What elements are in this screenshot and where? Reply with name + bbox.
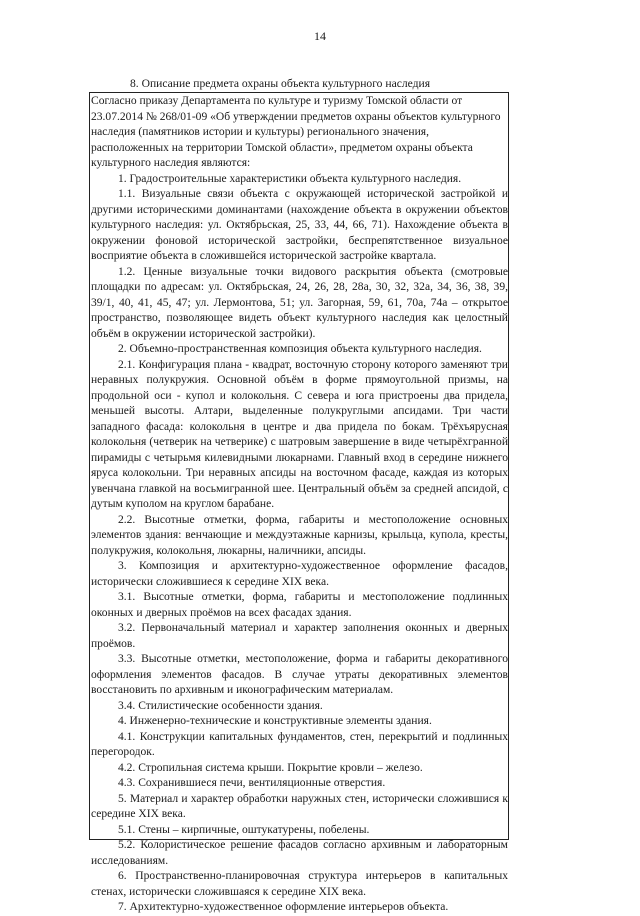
paragraph: 1.2. Ценные визуальные точки видового раскрытия объекта (смотровые площадки по адресам: ул. Октябрьская, 24, 26, 28, 28а, 30, 32, 32а, 34, 36, 38, 39, 39/1, 40, 41, 45, 47; ул. Лермонтова, 51; ул. Загорная, 59, 61, 70а, 74а – открытое пространство, позволяющее видеть объект культурного наследия как целостный объём в окружении исторической застройки).	[91, 265, 508, 340]
protection-subject-text	[91, 94, 508, 916]
paragraph: 6. Пространственно-планировочная структура интерьеров в капитальных стенах, исторически сложившаяся к середине XIX века.	[91, 870, 508, 898]
paragraph: 5.1. Стены – кирпичные, оштукатурены, побелены.	[118, 823, 370, 836]
paragraph: 4. Инженерно-технические и конструктивные элементы здания.	[118, 715, 432, 727]
paragraph: 3.2. Первоначальный материал и характер заполнения оконных и дверных проёмов.	[91, 622, 508, 650]
paragraph: 5. Материал и характер обработки наружных стен, исторически сложившися к середине XIX века.	[91, 792, 508, 820]
section-title: 8. Описание предмета охраны объекта культурного наследия	[130, 77, 431, 90]
paragraph: Согласно приказу Департамента по культуре и туризму Томской области от 23.07.2014 № 268/01-09 «Об утверждении предметов охраны объектов культурного наследия (памятников истории и культуры) регионального значения, расположенных на территории Томской области», предметом охраны объекта культурного наследия являются:	[91, 95, 501, 169]
paragraph: 7. Архитектурно-художественное оформление интерьеров объекта.	[118, 901, 449, 913]
paragraph: 2.2. Высотные отметки, форма, габариты и местоположение основных элементов здания: венчающие и междуэтажные карнизы, крыльца, купола, кресты, полукружия, колокольня, люкарны, наличники, апсиды.	[91, 513, 508, 557]
paragraph: 3. Композиция и архитектурно-художественное оформление фасадов, исторически сложившиеся к середине XIX века.	[91, 560, 508, 588]
paragraph: 1. Градостроительные характеристики объекта культурного наследия.	[118, 172, 462, 185]
paragraph: 4.3. Сохранившиеся печи, вентиляционные отверстия.	[118, 777, 386, 789]
paragraph: 4.1. Конструкции капитальных фундаментов, стен, перекрытий и подлинных перегородок.	[91, 730, 508, 758]
paragraph: 5.2. Колористическое решение фасадов согласно архивным и лабораторным исследованиям.	[91, 839, 508, 867]
page-number: 14	[314, 29, 326, 43]
paragraph: 2. Объемно-пространственная композиция объекта культурного наследия.	[118, 343, 482, 355]
paragraph: 3.3. Высотные отметки, местоположение, форма и габариты декоративного оформления элементов фасадов. В случае утраты декоративных элементов восстановить по архивным и иконографическим материалам.	[91, 653, 508, 696]
paragraph: 4.2. Стропильная система крыши. Покрытие кровли – железо.	[118, 761, 423, 774]
paragraph: 3.4. Стилистические особенности здания.	[118, 699, 323, 712]
paragraph: 1.1. Визуальные связи объекта с окружающей исторической застройкой и другими историческими доминантами (нахождение объекта в окружении объектов культурного наследия: ул. Октябрьская, 25, 33, 44, 66, 71). Нахождение объекта в окружении фоновой исторической застройки, беспрепятственное визуальное восприятие объекта в сложившейся исторической застройке квартала.	[91, 188, 508, 262]
paragraph: 2.1. Конфигурация плана - квадрат, восточную сторону которого заменяют три неравных полукружия. Основной объём в форме прямоугольной призмы, на продольной оси - купол и колокольня. С севера и юга пристроены два придела, меньшей высоты. Алтари, выделенные полукруглыми апсидами. Три части западного фасада: колокольня в центре и два придела по бокам. Трёхъярусная колокольня (четверик на четверике) с шатровым завершение в виде четырёхгранной пирамиды с четырьмя килевидными люкарнами. Главный вход в середине нижнего яруса колокольни. Три неравных апсиды на восточном фасаде, каждая из которых увенчана главкой на восьмигранной шее. Центральный объём за средней апсидой, с дутым куполом на круглом барабане.	[91, 358, 508, 510]
paragraph: 3.1. Высотные отметки, форма, габариты и местоположение подлинных оконных и дверных проёмов на всех фасадах здания.	[91, 591, 508, 619]
